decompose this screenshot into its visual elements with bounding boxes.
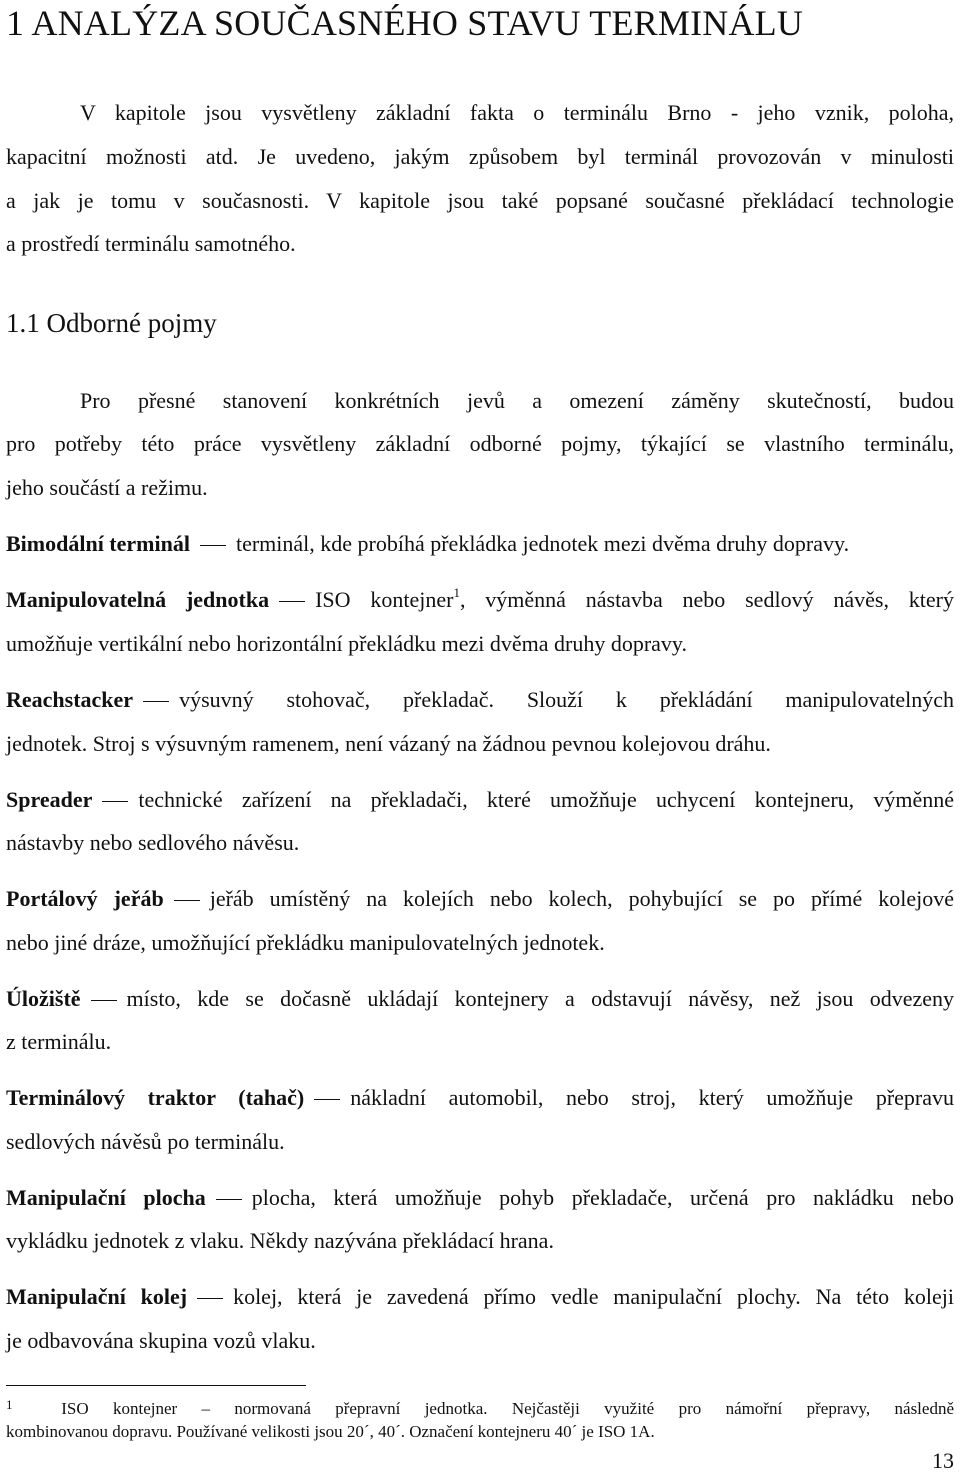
term-unit bbox=[6, 587, 954, 613]
term-definition: terminál, kde probíhá překládka jednotek mezi dvěma druhy dopravy. bbox=[235, 531, 850, 556]
dash bbox=[102, 801, 128, 802]
term-definition: nákladní automobil, nebo stroj, který umožňuje přepravu bbox=[350, 1085, 955, 1110]
term-label: Portálový jeřáb bbox=[6, 886, 164, 911]
section-intro-line-3: jeho součástí a režimu. bbox=[6, 475, 208, 500]
term-definition: kolej, která je zavedená přímo vedle manipulační plochy. Na této koleji bbox=[233, 1284, 954, 1309]
footnote-text: ISO kontejner – normovaná přepravní jednotka. Nejčastěji využité pro námořní přepravy, následně bbox=[61, 1399, 954, 1418]
dash bbox=[200, 545, 226, 546]
dash bbox=[279, 601, 305, 602]
intro-line-4: a prostředí terminálu samotného. bbox=[6, 231, 296, 256]
term-label: Terminálový traktor (tahač) bbox=[6, 1085, 305, 1110]
term-tractor-line-2: sedlových návěsů po terminálu. bbox=[6, 1129, 285, 1154]
term-track bbox=[6, 1284, 954, 1310]
term-area bbox=[6, 1185, 954, 1211]
term-spreader bbox=[6, 787, 954, 813]
term-definition: jeřáb umístěný na kolejích nebo kolech, pohybující se po přímé kolejové bbox=[209, 886, 954, 911]
term-label: Úložiště bbox=[6, 986, 81, 1011]
section-intro-line-1: Pro přesné stanovení konkrétních jevů a omezení záměny skutečností, budou bbox=[80, 388, 954, 413]
dash bbox=[314, 1099, 340, 1100]
term-definition: plocha, která umožňuje pohyb překladače, určená pro nakládku nebo bbox=[251, 1185, 955, 1210]
term-area-line-2: vykládku jednotek z vlaku. Někdy nazývána překládací hrana. bbox=[6, 1228, 554, 1253]
dash bbox=[197, 1298, 223, 1299]
term-reachstacker-line-2: jednotek. Stroj s výsuvným ramenem, není vázaný na žádnou pevnou kolejovou dráhu. bbox=[6, 731, 771, 756]
term-label: Manipulační plocha bbox=[6, 1185, 206, 1210]
term-bimodal bbox=[6, 531, 954, 557]
term-definition: technické zařízení na překladači, které umožňuje uchycení kontejneru, výměnné bbox=[138, 787, 954, 812]
footnote-ref: 1 bbox=[453, 585, 460, 600]
term-tractor bbox=[6, 1085, 954, 1111]
footnote-mark: 1 bbox=[6, 1397, 13, 1412]
term-storage bbox=[6, 986, 954, 1012]
section-intro-line-2: pro potřeby této práce vysvětleny základní odborné pojmy, týkající se vlastního terminálu, bbox=[6, 431, 954, 456]
footnote-line-2: kombinovanou dopravu. Používané velikosti jsou 20´, 40´. Označení kontejneru 40´ je ISO 1A. bbox=[6, 1422, 655, 1441]
term-track-line-2: je odbavována skupina vozů vlaku. bbox=[6, 1328, 316, 1353]
dash bbox=[143, 701, 169, 702]
term-crane-line-2: nebo jiné dráze, umožňující překládku manipulovatelných jednotek. bbox=[6, 930, 605, 955]
term-storage-line-2: z terminálu. bbox=[6, 1029, 112, 1054]
term-label: Spreader bbox=[6, 787, 93, 812]
dash bbox=[91, 1000, 117, 1001]
footnote-line-1 bbox=[6, 1399, 954, 1419]
dash bbox=[174, 900, 200, 901]
page-number: 13 bbox=[932, 1448, 954, 1473]
dash bbox=[216, 1199, 242, 1200]
term-label: Manipulovatelná jednotka bbox=[6, 587, 270, 612]
term-label: Manipulační kolej bbox=[6, 1284, 188, 1309]
intro-line-3: a jak je tomu v současnosti. V kapitole jsou také popsané současné překládací technologie bbox=[6, 188, 954, 213]
term-unit-line-2: umožňuje vertikální nebo horizontální překládku mezi dvěma druhy dopravy. bbox=[6, 631, 687, 656]
term-spreader-line-2: nástavby nebo sedlového návěsu. bbox=[6, 830, 300, 855]
term-label: Reachstacker bbox=[6, 687, 134, 712]
term-label: Bimodální terminál bbox=[6, 531, 190, 556]
intro-line-2: kapacitní možnosti atd. Je uvedeno, jakým způsobem byl terminál provozován v minulosti bbox=[6, 144, 954, 169]
term-definition: místo, kde se dočasně ukládají kontejnery a odstavují návěsy, než jsou odvezeny bbox=[126, 986, 954, 1011]
section-heading: 1.1 Odborné pojmy bbox=[6, 308, 217, 338]
term-crane bbox=[6, 886, 954, 912]
term-definition: ISO kontejner bbox=[315, 587, 454, 612]
footnote-separator bbox=[6, 1385, 306, 1386]
chapter-heading: 1 ANALÝZA SOUČASNÉHO STAVU TERMINÁLU bbox=[6, 3, 804, 43]
term-reachstacker bbox=[6, 687, 954, 713]
term-definition-cont: , výměnná nástavba nebo sedlový návěs, který bbox=[459, 587, 955, 612]
intro-line-1: V kapitole jsou vysvětleny základní fakta o terminálu Brno - jeho vznik, poloha, bbox=[80, 100, 954, 125]
term-definition: výsuvný stohovač, překladač. Slouží k překládání manipulovatelných bbox=[179, 687, 954, 712]
